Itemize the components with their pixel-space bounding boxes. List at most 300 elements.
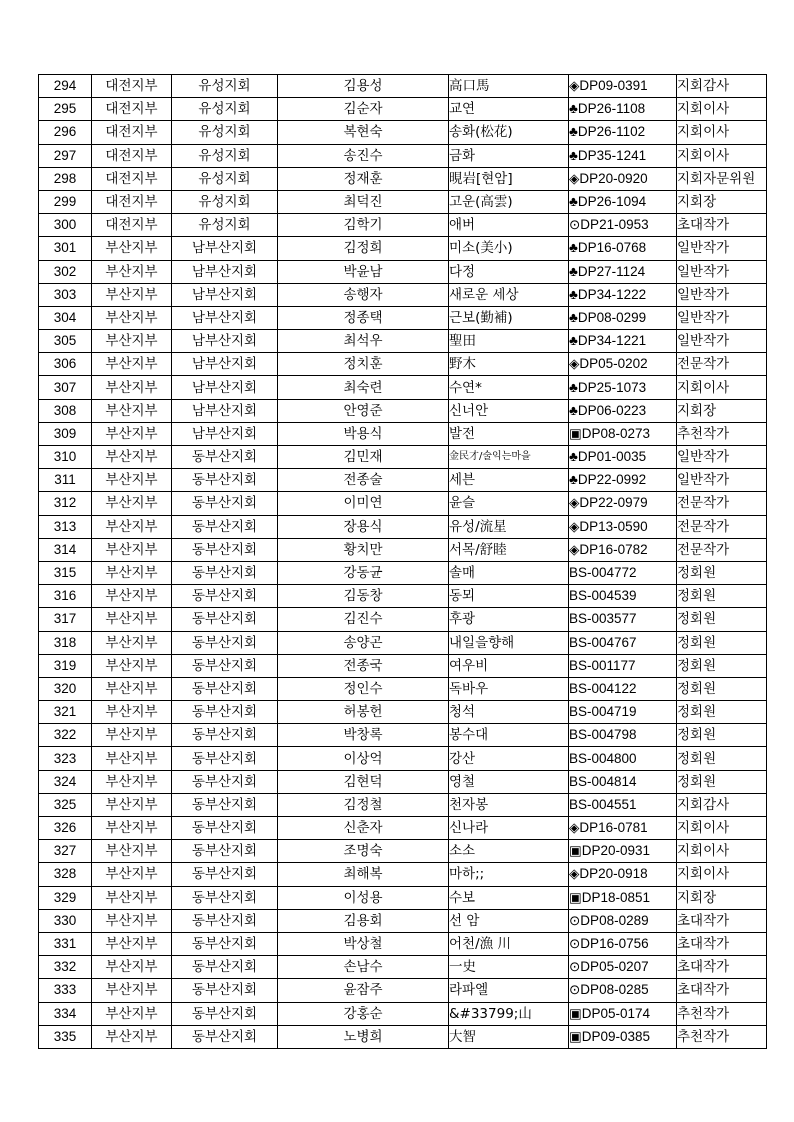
member-name: 복현숙 bbox=[278, 121, 449, 144]
chapter-name: 동부산지회 bbox=[172, 631, 278, 654]
branch-name: 부산지부 bbox=[92, 330, 172, 353]
member-role: 지회이사 bbox=[677, 144, 767, 167]
pen-name: 聖田 bbox=[449, 330, 569, 353]
pen-name: 금화 bbox=[449, 144, 569, 167]
pen-name: 교연 bbox=[449, 98, 569, 121]
pen-name: 윤슬 bbox=[449, 492, 569, 515]
branch-name: 부산지부 bbox=[92, 956, 172, 979]
member-code: ♣DP26-1108 bbox=[569, 98, 677, 121]
member-role: 전문작가 bbox=[677, 353, 767, 376]
table-row bbox=[39, 840, 767, 863]
chapter-name: 동부산지회 bbox=[172, 840, 278, 863]
branch-name: 부산지부 bbox=[92, 817, 172, 840]
pen-name: 송화(松花) bbox=[449, 121, 569, 144]
chapter-name: 동부산지회 bbox=[172, 979, 278, 1002]
member-code: ◈DP16-0781 bbox=[569, 817, 677, 840]
pen-name: 大智 bbox=[449, 1025, 569, 1048]
row-number: 301 bbox=[39, 237, 92, 260]
table-row bbox=[39, 886, 767, 909]
chapter-name: 남부산지회 bbox=[172, 283, 278, 306]
branch-name: 대전지부 bbox=[92, 167, 172, 190]
table-row bbox=[39, 538, 767, 561]
branch-name: 부산지부 bbox=[92, 770, 172, 793]
member-role: 전문작가 bbox=[677, 538, 767, 561]
member-name: 손남수 bbox=[278, 956, 449, 979]
member-role: 지회장 bbox=[677, 886, 767, 909]
branch-name: 대전지부 bbox=[92, 190, 172, 213]
row-number: 306 bbox=[39, 353, 92, 376]
member-code: ▣DP08-0273 bbox=[569, 422, 677, 445]
branch-name: 부산지부 bbox=[92, 608, 172, 631]
chapter-name: 동부산지회 bbox=[172, 770, 278, 793]
branch-name: 부산지부 bbox=[92, 886, 172, 909]
branch-name: 부산지부 bbox=[92, 677, 172, 700]
member-role: 전문작가 bbox=[677, 515, 767, 538]
member-role: 지회이사 bbox=[677, 376, 767, 399]
branch-name: 부산지부 bbox=[92, 724, 172, 747]
member-name: 황치만 bbox=[278, 538, 449, 561]
table-row bbox=[39, 677, 767, 700]
member-role: 지회자문위원 bbox=[677, 167, 767, 190]
branch-name: 부산지부 bbox=[92, 747, 172, 770]
member-name: 박상철 bbox=[278, 932, 449, 955]
branch-name: 대전지부 bbox=[92, 121, 172, 144]
member-role: 정회원 bbox=[677, 677, 767, 700]
member-roster-table bbox=[38, 74, 767, 1049]
chapter-name: 유성지회 bbox=[172, 75, 278, 98]
table-row bbox=[39, 1025, 767, 1048]
table-row bbox=[39, 422, 767, 445]
chapter-name: 동부산지회 bbox=[172, 909, 278, 932]
branch-name: 부산지부 bbox=[92, 446, 172, 469]
member-code: ⊙DP21-0953 bbox=[569, 214, 677, 237]
chapter-name: 동부산지회 bbox=[172, 817, 278, 840]
chapter-name: 유성지회 bbox=[172, 167, 278, 190]
chapter-name: 동부산지회 bbox=[172, 747, 278, 770]
member-code: ◈DP05-0202 bbox=[569, 353, 677, 376]
table-row bbox=[39, 214, 767, 237]
member-name: 김정희 bbox=[278, 237, 449, 260]
row-number: 329 bbox=[39, 886, 92, 909]
table-row bbox=[39, 75, 767, 98]
pen-name: 마하;; bbox=[449, 863, 569, 886]
member-role: 일반작가 bbox=[677, 469, 767, 492]
table-row bbox=[39, 701, 767, 724]
pen-name: 강산 bbox=[449, 747, 569, 770]
chapter-name: 동부산지회 bbox=[172, 492, 278, 515]
member-code: ⊙DP05-0207 bbox=[569, 956, 677, 979]
table-row bbox=[39, 561, 767, 584]
pen-name: 高口馬 bbox=[449, 75, 569, 98]
table-row bbox=[39, 1002, 767, 1025]
chapter-name: 동부산지회 bbox=[172, 932, 278, 955]
row-number: 324 bbox=[39, 770, 92, 793]
pen-name: 여우비 bbox=[449, 654, 569, 677]
member-name: 김동창 bbox=[278, 585, 449, 608]
branch-name: 부산지부 bbox=[92, 1025, 172, 1048]
pen-name: 봉수대 bbox=[449, 724, 569, 747]
member-role: 일반작가 bbox=[677, 330, 767, 353]
member-name: 김진수 bbox=[278, 608, 449, 631]
table-row bbox=[39, 654, 767, 677]
chapter-name: 유성지회 bbox=[172, 214, 278, 237]
pen-name: 근보(勤補) bbox=[449, 306, 569, 329]
member-role: 정회원 bbox=[677, 747, 767, 770]
table-row bbox=[39, 515, 767, 538]
pen-name: 미소(美小) bbox=[449, 237, 569, 260]
member-role: 초대작가 bbox=[677, 909, 767, 932]
member-name: 송양곤 bbox=[278, 631, 449, 654]
member-code: ♣DP08-0299 bbox=[569, 306, 677, 329]
pen-name: 신너안 bbox=[449, 399, 569, 422]
chapter-name: 남부산지회 bbox=[172, 260, 278, 283]
member-code: ♣DP34-1222 bbox=[569, 283, 677, 306]
branch-name: 부산지부 bbox=[92, 260, 172, 283]
branch-name: 대전지부 bbox=[92, 75, 172, 98]
pen-name: 다정 bbox=[449, 260, 569, 283]
chapter-name: 동부산지회 bbox=[172, 724, 278, 747]
member-role: 일반작가 bbox=[677, 306, 767, 329]
row-number: 332 bbox=[39, 956, 92, 979]
member-name: 정인수 bbox=[278, 677, 449, 700]
chapter-name: 남부산지회 bbox=[172, 330, 278, 353]
chapter-name: 남부산지회 bbox=[172, 422, 278, 445]
chapter-name: 남부산지회 bbox=[172, 399, 278, 422]
row-number: 303 bbox=[39, 283, 92, 306]
chapter-name: 남부산지회 bbox=[172, 376, 278, 399]
member-role: 정회원 bbox=[677, 724, 767, 747]
member-code: ▣DP09-0385 bbox=[569, 1025, 677, 1048]
row-number: 304 bbox=[39, 306, 92, 329]
member-role: 지회감사 bbox=[677, 75, 767, 98]
chapter-name: 동부산지회 bbox=[172, 608, 278, 631]
row-number: 297 bbox=[39, 144, 92, 167]
member-role: 지회이사 bbox=[677, 121, 767, 144]
row-number: 328 bbox=[39, 863, 92, 886]
pen-name: 독바우 bbox=[449, 677, 569, 700]
table-row bbox=[39, 469, 767, 492]
member-role: 정회원 bbox=[677, 701, 767, 724]
member-code: ♣DP16-0768 bbox=[569, 237, 677, 260]
member-code: BS-003577 bbox=[569, 608, 677, 631]
member-code: BS-004122 bbox=[569, 677, 677, 700]
row-number: 295 bbox=[39, 98, 92, 121]
pen-name: 천자봉 bbox=[449, 793, 569, 816]
member-role: 초대작가 bbox=[677, 932, 767, 955]
chapter-name: 동부산지회 bbox=[172, 677, 278, 700]
row-number: 322 bbox=[39, 724, 92, 747]
row-number: 294 bbox=[39, 75, 92, 98]
branch-name: 부산지부 bbox=[92, 932, 172, 955]
member-code: ◈DP16-0782 bbox=[569, 538, 677, 561]
table-row bbox=[39, 747, 767, 770]
pen-name: 발전 bbox=[449, 422, 569, 445]
member-role: 정회원 bbox=[677, 608, 767, 631]
row-number: 321 bbox=[39, 701, 92, 724]
chapter-name: 유성지회 bbox=[172, 190, 278, 213]
pen-name: 애버 bbox=[449, 214, 569, 237]
table-row bbox=[39, 585, 767, 608]
member-role: 지회이사 bbox=[677, 817, 767, 840]
pen-name: 새로운 세상 bbox=[449, 283, 569, 306]
branch-name: 부산지부 bbox=[92, 422, 172, 445]
branch-name: 부산지부 bbox=[92, 353, 172, 376]
member-code: ⊙DP16-0756 bbox=[569, 932, 677, 955]
table-row bbox=[39, 330, 767, 353]
chapter-name: 동부산지회 bbox=[172, 956, 278, 979]
chapter-name: 동부산지회 bbox=[172, 585, 278, 608]
member-name: 장용식 bbox=[278, 515, 449, 538]
member-code: ◈DP20-0920 bbox=[569, 167, 677, 190]
pen-name: 一史 bbox=[449, 956, 569, 979]
chapter-name: 동부산지회 bbox=[172, 793, 278, 816]
pen-name: 서목/舒睦 bbox=[449, 538, 569, 561]
table-row bbox=[39, 817, 767, 840]
row-number: 308 bbox=[39, 399, 92, 422]
member-role: 지회이사 bbox=[677, 840, 767, 863]
member-code: ▣DP20-0931 bbox=[569, 840, 677, 863]
member-code: ◈DP20-0918 bbox=[569, 863, 677, 886]
member-name: 전종국 bbox=[278, 654, 449, 677]
row-number: 331 bbox=[39, 932, 92, 955]
chapter-name: 동부산지회 bbox=[172, 863, 278, 886]
member-role: 추천작가 bbox=[677, 1025, 767, 1048]
pen-name: 金民才/술익는마을 bbox=[449, 446, 569, 469]
row-number: 313 bbox=[39, 515, 92, 538]
pen-name: 수보 bbox=[449, 886, 569, 909]
row-number: 326 bbox=[39, 817, 92, 840]
member-role: 지회이사 bbox=[677, 98, 767, 121]
table-row bbox=[39, 608, 767, 631]
member-role: 지회장 bbox=[677, 190, 767, 213]
member-name: 송진수 bbox=[278, 144, 449, 167]
member-role: 초대작가 bbox=[677, 979, 767, 1002]
branch-name: 부산지부 bbox=[92, 515, 172, 538]
member-code: ⊙DP08-0285 bbox=[569, 979, 677, 1002]
member-code: ♣DP27-1124 bbox=[569, 260, 677, 283]
branch-name: 부산지부 bbox=[92, 585, 172, 608]
member-code: ♣DP34-1221 bbox=[569, 330, 677, 353]
member-role: 일반작가 bbox=[677, 446, 767, 469]
member-role: 일반작가 bbox=[677, 237, 767, 260]
pen-name: 라파엘 bbox=[449, 979, 569, 1002]
branch-name: 부산지부 bbox=[92, 631, 172, 654]
member-name: 윤잠주 bbox=[278, 979, 449, 1002]
branch-name: 대전지부 bbox=[92, 214, 172, 237]
member-role: 전문작가 bbox=[677, 492, 767, 515]
member-code: ◈DP13-0590 bbox=[569, 515, 677, 538]
member-name: 이미연 bbox=[278, 492, 449, 515]
branch-name: 부산지부 bbox=[92, 283, 172, 306]
table-row bbox=[39, 353, 767, 376]
pen-name: 수연* bbox=[449, 376, 569, 399]
table-row bbox=[39, 98, 767, 121]
member-name: 조명숙 bbox=[278, 840, 449, 863]
pen-name: 내일을향해 bbox=[449, 631, 569, 654]
pen-name: 野木 bbox=[449, 353, 569, 376]
member-code: ♣DP22-0992 bbox=[569, 469, 677, 492]
member-code: ♣DP25-1073 bbox=[569, 376, 677, 399]
chapter-name: 동부산지회 bbox=[172, 538, 278, 561]
row-number: 307 bbox=[39, 376, 92, 399]
row-number: 335 bbox=[39, 1025, 92, 1048]
row-number: 327 bbox=[39, 840, 92, 863]
member-name: 정종택 bbox=[278, 306, 449, 329]
chapter-name: 동부산지회 bbox=[172, 886, 278, 909]
roster-body bbox=[39, 75, 767, 1049]
branch-name: 부산지부 bbox=[92, 979, 172, 1002]
branch-name: 부산지부 bbox=[92, 237, 172, 260]
row-number: 299 bbox=[39, 190, 92, 213]
table-row bbox=[39, 979, 767, 1002]
member-role: 정회원 bbox=[677, 585, 767, 608]
pen-name: 어천/漁 川 bbox=[449, 932, 569, 955]
table-row bbox=[39, 956, 767, 979]
branch-name: 부산지부 bbox=[92, 561, 172, 584]
member-name: 신춘자 bbox=[278, 817, 449, 840]
member-name: 김민재 bbox=[278, 446, 449, 469]
member-role: 일반작가 bbox=[677, 283, 767, 306]
pen-name: 영철 bbox=[449, 770, 569, 793]
table-row bbox=[39, 399, 767, 422]
row-number: 314 bbox=[39, 538, 92, 561]
member-code: BS-004767 bbox=[569, 631, 677, 654]
pen-name: 솔매 bbox=[449, 561, 569, 584]
member-name: 박용식 bbox=[278, 422, 449, 445]
member-role: 초대작가 bbox=[677, 956, 767, 979]
row-number: 305 bbox=[39, 330, 92, 353]
member-name: 박창록 bbox=[278, 724, 449, 747]
member-code: ◈DP09-0391 bbox=[569, 75, 677, 98]
member-code: BS-004551 bbox=[569, 793, 677, 816]
member-role: 정회원 bbox=[677, 654, 767, 677]
member-code: ♣DP26-1094 bbox=[569, 190, 677, 213]
pen-name: &#33799;山 bbox=[449, 1002, 569, 1025]
member-name: 안영준 bbox=[278, 399, 449, 422]
chapter-name: 동부산지회 bbox=[172, 446, 278, 469]
member-name: 최숙련 bbox=[278, 376, 449, 399]
branch-name: 대전지부 bbox=[92, 144, 172, 167]
row-number: 333 bbox=[39, 979, 92, 1002]
chapter-name: 동부산지회 bbox=[172, 1025, 278, 1048]
branch-name: 부산지부 bbox=[92, 701, 172, 724]
pen-name: 세븐 bbox=[449, 469, 569, 492]
pen-name: 동뫼 bbox=[449, 585, 569, 608]
member-role: 지회감사 bbox=[677, 793, 767, 816]
pen-name: 후광 bbox=[449, 608, 569, 631]
branch-name: 부산지부 bbox=[92, 376, 172, 399]
table-row bbox=[39, 190, 767, 213]
member-code: BS-004798 bbox=[569, 724, 677, 747]
row-number: 316 bbox=[39, 585, 92, 608]
table-row bbox=[39, 724, 767, 747]
table-row bbox=[39, 260, 767, 283]
member-role: 일반작가 bbox=[677, 260, 767, 283]
table-row bbox=[39, 144, 767, 167]
member-role: 지회이사 bbox=[677, 863, 767, 886]
member-code: ♣DP35-1241 bbox=[569, 144, 677, 167]
pen-name: 고운(高雲) bbox=[449, 190, 569, 213]
member-name: 김현덕 bbox=[278, 770, 449, 793]
member-code: BS-004800 bbox=[569, 747, 677, 770]
member-name: 강홍순 bbox=[278, 1002, 449, 1025]
member-name: 노병희 bbox=[278, 1025, 449, 1048]
table-row bbox=[39, 909, 767, 932]
row-number: 302 bbox=[39, 260, 92, 283]
member-code: BS-004814 bbox=[569, 770, 677, 793]
row-number: 315 bbox=[39, 561, 92, 584]
branch-name: 부산지부 bbox=[92, 492, 172, 515]
chapter-name: 동부산지회 bbox=[172, 1002, 278, 1025]
member-code: ♣DP06-0223 bbox=[569, 399, 677, 422]
member-code: ◈DP22-0979 bbox=[569, 492, 677, 515]
member-name: 이성용 bbox=[278, 886, 449, 909]
row-number: 325 bbox=[39, 793, 92, 816]
branch-name: 부산지부 bbox=[92, 863, 172, 886]
chapter-name: 남부산지회 bbox=[172, 237, 278, 260]
chapter-name: 동부산지회 bbox=[172, 515, 278, 538]
branch-name: 대전지부 bbox=[92, 98, 172, 121]
branch-name: 부산지부 bbox=[92, 306, 172, 329]
row-number: 320 bbox=[39, 677, 92, 700]
member-role: 정회원 bbox=[677, 631, 767, 654]
member-role: 지회장 bbox=[677, 399, 767, 422]
chapter-name: 남부산지회 bbox=[172, 353, 278, 376]
member-code: ♣DP01-0035 bbox=[569, 446, 677, 469]
member-name: 김학기 bbox=[278, 214, 449, 237]
branch-name: 부산지부 bbox=[92, 399, 172, 422]
member-role: 정회원 bbox=[677, 561, 767, 584]
chapter-name: 유성지회 bbox=[172, 121, 278, 144]
table-row bbox=[39, 492, 767, 515]
table-row bbox=[39, 306, 767, 329]
pen-name: 유성/流星 bbox=[449, 515, 569, 538]
member-code: BS-004539 bbox=[569, 585, 677, 608]
member-name: 이상억 bbox=[278, 747, 449, 770]
pen-name: 소소 bbox=[449, 840, 569, 863]
member-name: 김용성 bbox=[278, 75, 449, 98]
row-number: 300 bbox=[39, 214, 92, 237]
row-number: 334 bbox=[39, 1002, 92, 1025]
member-name: 최해복 bbox=[278, 863, 449, 886]
pen-name: 선 암 bbox=[449, 909, 569, 932]
chapter-name: 유성지회 bbox=[172, 144, 278, 167]
member-code: BS-001177 bbox=[569, 654, 677, 677]
chapter-name: 동부산지회 bbox=[172, 654, 278, 677]
table-row bbox=[39, 167, 767, 190]
table-row bbox=[39, 121, 767, 144]
table-row bbox=[39, 932, 767, 955]
member-name: 송행자 bbox=[278, 283, 449, 306]
chapter-name: 동부산지회 bbox=[172, 701, 278, 724]
chapter-name: 동부산지회 bbox=[172, 469, 278, 492]
row-number: 298 bbox=[39, 167, 92, 190]
row-number: 310 bbox=[39, 446, 92, 469]
member-name: 최덕진 bbox=[278, 190, 449, 213]
member-name: 김용회 bbox=[278, 909, 449, 932]
member-role: 정회원 bbox=[677, 770, 767, 793]
member-name: 강동균 bbox=[278, 561, 449, 584]
member-name: 김정철 bbox=[278, 793, 449, 816]
table-row bbox=[39, 446, 767, 469]
member-name: 허봉헌 bbox=[278, 701, 449, 724]
row-number: 312 bbox=[39, 492, 92, 515]
branch-name: 부산지부 bbox=[92, 793, 172, 816]
branch-name: 부산지부 bbox=[92, 654, 172, 677]
row-number: 296 bbox=[39, 121, 92, 144]
member-role: 추천작가 bbox=[677, 1002, 767, 1025]
member-role: 추천작가 bbox=[677, 422, 767, 445]
